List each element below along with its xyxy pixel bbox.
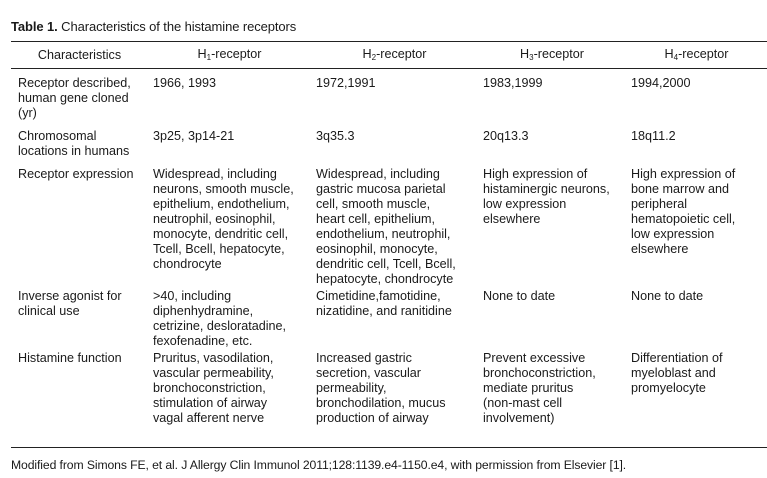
cell-h1: Pruritus, vasodilation, vascular permeability, bronchoconstriction, stimulation of airway vagal afferent nerve [153,351,274,425]
header-h3-suffix: -receptor [533,47,584,61]
cell-h3: 1983,1999 [483,76,543,90]
cell-h3: Prevent excessive bronchoconstriction, mediate pruritus (non-mast cell involvement) [483,351,596,425]
header-h2-prefix: H [362,47,372,61]
header-h4-suffix: -receptor [678,47,729,61]
cell-h2: 3q35.3 [316,129,355,143]
cell-h4: Differentiation of myeloblast and promyelocyte [631,351,723,395]
histamine-receptor-table [11,42,767,426]
cell-h1: >40, including diphenhydramine, cetrizine, desloratadine, fexofenadine, etc. [153,289,287,348]
header-h1-receptor [148,42,311,68]
table-caption [11,19,296,34]
cell-h2: Widespread, including gastric mucosa parietal cell, smooth muscle, heart cell, epithelium, endothelium, neutrophil, eosinophil, monocyte, dendritic cell, Tcell, Bcell, hepatocyte, chondrocyte [316,167,456,286]
header-h3-prefix: H [520,47,530,61]
header-h2-sub: 2 [371,53,377,62]
cell-h2: 1972,1991 [316,76,376,90]
cell-h3: None to date [483,289,556,303]
header-h2-receptor [311,42,478,68]
cell-h4: 1994,2000 [631,76,691,90]
row-label: Chromosomal locations in humans [18,129,130,158]
table-title: Characteristics of the histamine receptors [61,19,297,34]
table-row-receptor-expression [11,167,767,289]
cell-h4: None to date [631,289,704,303]
header-h1-suffix: -receptor [211,47,262,61]
table-row-inverse-agonist [11,289,767,351]
header-h1-prefix: H [197,47,207,61]
cell-h1: 3p25, 3p14-21 [153,129,235,143]
cell-h1: 1966, 1993 [153,76,217,90]
header-h4-sub: 4 [673,53,679,62]
table-row-chromosomal-locations [11,129,767,167]
header-h2-suffix: -receptor [376,47,427,61]
cell-h4: High expression of bone marrow and peripheral hematopoietic cell, low expression elsewhere [631,167,736,256]
row-label: Inverse agonist for clinical use [18,289,122,318]
header-h3-receptor [478,42,626,68]
table-row-histamine-function [11,351,767,426]
cell-h2: Increased gastric secretion, vascular permeability, bronchodilation, mucus production of airway [316,351,446,425]
header-characteristics: Characteristics [37,47,122,62]
cell-h3: 20q13.3 [483,129,529,143]
cell-h4: 18q11.2 [631,129,676,143]
table-row-receptor-described [11,68,767,129]
row-label: Receptor expression [18,167,134,181]
cell-h3: High expression of histaminergic neurons, low expression elsewhere [483,167,610,226]
row-label: Histamine function [18,351,122,365]
cell-h1: Widespread, including neurons, smooth muscle, epithelium, endothelium, neutrophil, eosinophil, monocyte, dendritic cell, Tcell, Bcell, hepatocyte, chondrocyte [153,167,294,271]
header-h4-prefix: H [664,47,674,61]
table-footnote: Modified from Simons FE, et al. J Allergy Clin Immunol 2011;128:1139.e4-1150.e4, with permission from Elsevier [1]. [11,458,627,472]
cell-h2: Cimetidine,famotidine, nizatidine, and ranitidine [316,289,452,318]
header-h4-receptor [626,42,767,68]
table-bottom-rule [11,447,767,448]
table-header-row [11,42,767,68]
table-label: Table 1. [11,19,58,34]
header-h1-sub: 1 [206,53,212,62]
header-h3-sub: 3 [529,53,534,62]
row-label: Receptor described, human gene cloned (yr) [18,76,131,120]
